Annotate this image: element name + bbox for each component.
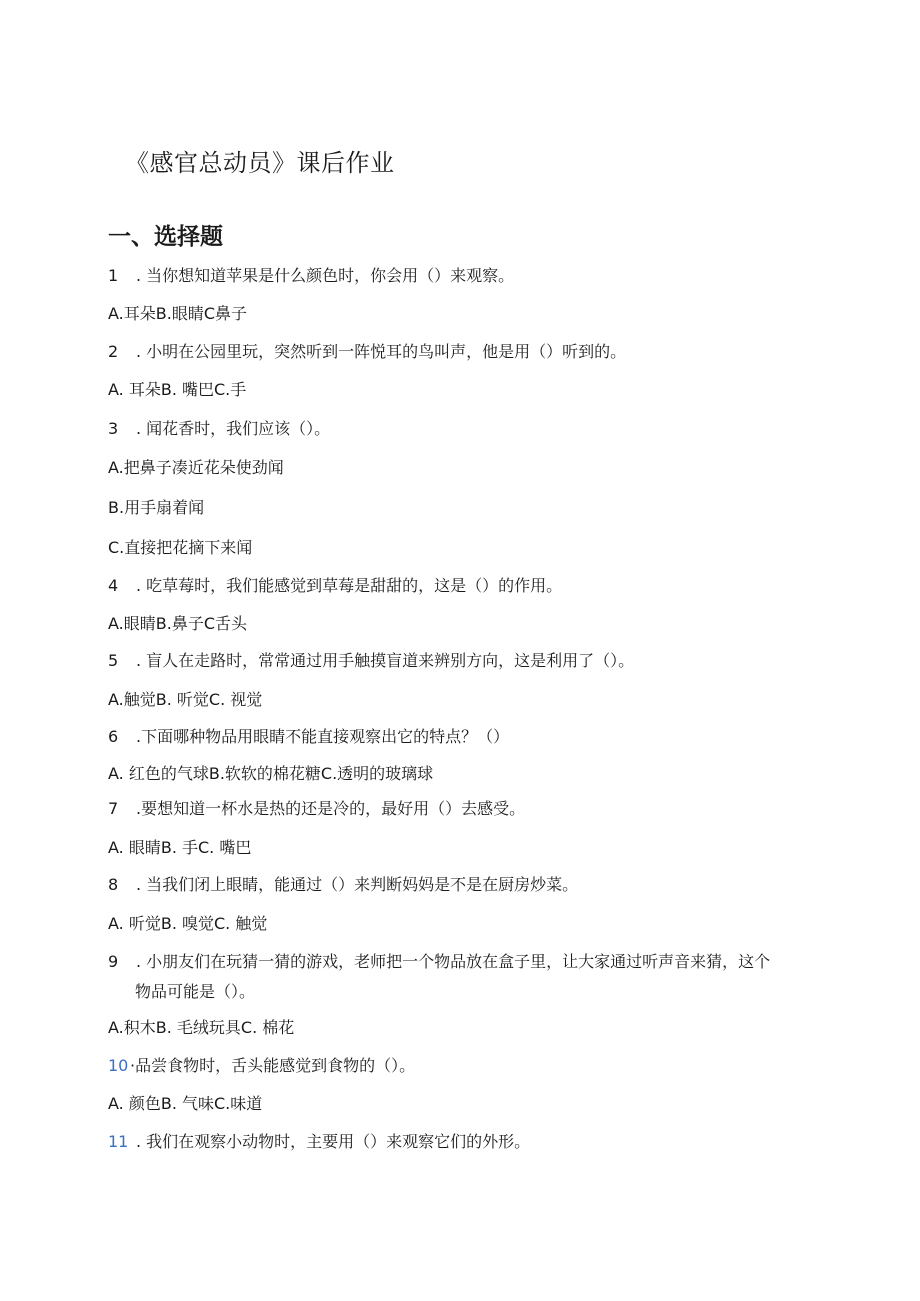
question-3 (108, 416, 330, 442)
question-number: 9 (108, 952, 119, 971)
answer-options-8: A. 听觉B. 嗅觉C. 触觉 (108, 914, 268, 933)
answer-options-9: A.积木B. 毛绒玩具C. 棉花 (108, 1018, 295, 1037)
question-4 (108, 573, 562, 599)
question-text: . 当你想知道苹果是什么颜色时，你会用（）来观察。 (136, 266, 515, 285)
question-10 (108, 1053, 415, 1079)
answer-options-4: A.眼睛B.鼻子C舌头 (108, 614, 247, 633)
question-text: . 闻花香时，我们应该（）。 (136, 419, 331, 438)
question-number: 4 (108, 576, 119, 595)
document-title: 《感官总动员》课后作业 (125, 149, 395, 177)
answer-option-3c: C.直接把花摘下来闻 (108, 538, 253, 557)
question-text-continuation: 物品可能是（）。 (135, 982, 256, 1001)
question-7 (108, 796, 525, 822)
question-11 (108, 1129, 530, 1155)
question-text: . 小明在公园里玩，突然听到一阵悦耳的鸟叫声，他是用（）听到的。 (136, 342, 627, 361)
question-text: . 小朋友们在玩猜一猜的游戏，老师把一个物品放在盒子里，让大家通过听声音来猜，这个 (136, 952, 771, 971)
question-number: 10 (108, 1056, 129, 1075)
question-2 (108, 339, 626, 365)
answer-options-6: A. 红色的气球B.软软的棉花糖C.透明的玻璃球 (108, 764, 434, 783)
answer-option-3b: B.用手扇着闻 (108, 498, 205, 517)
question-number: 7 (108, 799, 119, 818)
question-1 (108, 263, 514, 289)
question-number: 1 (108, 266, 119, 285)
question-8 (108, 872, 578, 898)
question-text: . 我们在观察小动物时，主要用（）来观察它们的外形。 (136, 1132, 531, 1151)
question-9 (108, 949, 808, 1005)
answer-options-2: A. 耳朵B. 嘴巴C.手 (108, 380, 247, 399)
section-heading: 一、选择题 (108, 224, 223, 250)
question-text: . 吃草莓时，我们能感觉到草莓是甜甜的，这是（）的作用。 (136, 576, 563, 595)
question-number: 2 (108, 342, 119, 361)
question-number: 8 (108, 875, 119, 894)
question-text: ·品尝食物时，舌头能感觉到食物的（）。 (130, 1056, 416, 1075)
question-number: 3 (108, 419, 119, 438)
answer-options-10: A. 颜色B. 气味C.味道 (108, 1094, 263, 1113)
answer-options-7: A. 眼睛B. 手C. 嘴巴 (108, 838, 252, 857)
question-number: 6 (108, 727, 119, 746)
question-text: .要想知道一杯水是热的还是冷的，最好用（）去感受。 (136, 799, 526, 818)
question-number: 5 (108, 651, 119, 670)
question-text: . 当我们闭上眼睛，能通过（）来判断妈妈是不是在厨房炒菜。 (136, 875, 579, 894)
question-number: 11 (108, 1132, 129, 1151)
answer-options-5: A.触觉B. 听觉C. 视觉 (108, 690, 263, 709)
question-6 (108, 724, 509, 750)
answer-options-1: A.耳朵B.眼睛C鼻子 (108, 304, 247, 323)
question-text: . 盲人在走路时，常常通过用手触摸盲道来辨别方向，这是利用了（）。 (136, 651, 635, 670)
answer-option-3a: A.把鼻子凑近花朵使劲闻 (108, 458, 284, 477)
question-text: .下面哪种物品用眼睛不能直接观察出它的特点？（） (136, 727, 510, 746)
question-5 (108, 648, 634, 674)
